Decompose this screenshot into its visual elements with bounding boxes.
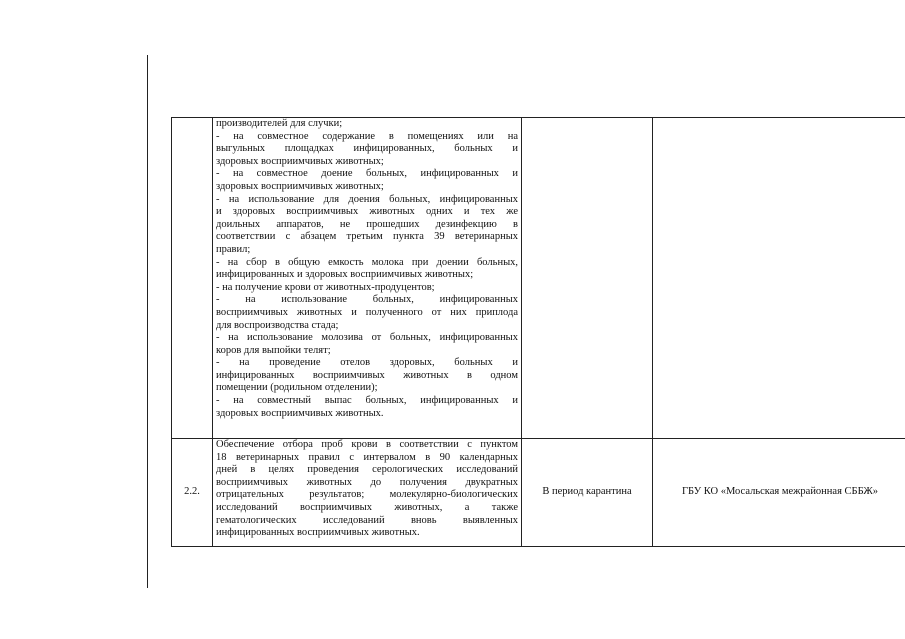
- text-line: исследований восприимчивых животных, а также: [216, 501, 518, 513]
- text-line: - на совместное содержание в помещениях или на: [216, 130, 518, 142]
- text-line: инфицированных восприимчивых животных в одном: [216, 369, 518, 381]
- text-line: производителей для случки;: [216, 118, 343, 129]
- text-line: 18 ветеринарных правил с интервалом в 90 календарных: [216, 451, 518, 463]
- text-line: дней в целях проведения серологических исследований: [216, 464, 518, 476]
- term-cell: В период карантина: [522, 439, 653, 547]
- measure-text-cell: [213, 439, 522, 547]
- text-line: инфицированных и здоровых восприимчивых животных;: [216, 269, 474, 281]
- page-margin-line: [147, 55, 148, 588]
- row-number-cell: 2.2.: [172, 439, 213, 547]
- responsible-cell: ГБУ КО «Мосальская межрайонная СББЖ»: [653, 439, 905, 547]
- text-line: для воспроизводства стада;: [216, 319, 339, 331]
- text-line: правил;: [216, 243, 251, 255]
- text-line: - на совместный выпас больных, инфицированных и: [216, 395, 518, 407]
- text-line: - на получение крови от животных-продуцентов;: [216, 281, 435, 293]
- text-line: инфицированных восприимчивых животных.: [216, 527, 420, 539]
- responsible-cell: [653, 118, 905, 439]
- text-line: - на проведение отелов здоровых, больных и: [216, 357, 518, 369]
- text-line: - на использование больных, инфицированных: [216, 294, 518, 306]
- text-line: здоровых восприимчивых животных;: [216, 155, 384, 167]
- quarantine-measures-table: [171, 117, 905, 547]
- measure-text-cell: [213, 118, 522, 439]
- text-line: здоровых восприимчивых животных;: [216, 180, 384, 192]
- text-line: соответствии с абзацем третьим пункта 39 ветеринарных: [216, 231, 518, 243]
- text-line: коров для выпойки телят;: [216, 344, 331, 356]
- text-line: и здоровых восприимчивых животных одних и тех же: [216, 206, 518, 218]
- table-row: [172, 118, 905, 439]
- text-line: - на совместное доение больных, инфицированных и: [216, 168, 518, 180]
- term-cell: [522, 118, 653, 439]
- text-line: здоровых восприимчивых животных.: [216, 407, 384, 419]
- text-line: выгульных площадках инфицированных, больных и: [216, 143, 518, 155]
- text-line: отрицательных результатов; молекулярно-биологических: [216, 489, 518, 501]
- text-line: гематологических исследований вновь выявленных: [216, 514, 518, 526]
- text-line: восприимчивых животных до получения двукратных: [216, 476, 518, 488]
- text-line: - на использование молозива от больных, инфицированных: [216, 332, 518, 344]
- text-line: доильных аппаратов, не прошедших дезинфекцию в: [216, 218, 518, 230]
- text-line: - на использование для доения больных, инфицированных: [216, 193, 518, 205]
- text-line: помещении (родильном отделении);: [216, 382, 378, 394]
- text-line: - на сбор в общую емкость молока при доении больных,: [216, 256, 518, 268]
- row-number-cell: [172, 118, 213, 439]
- text-line: восприимчивых животных и полученного от них приплода: [216, 306, 518, 318]
- table-row: [172, 439, 905, 547]
- text-line: Обеспечение отбора проб крови в соответствии с пунктом: [216, 439, 518, 450]
